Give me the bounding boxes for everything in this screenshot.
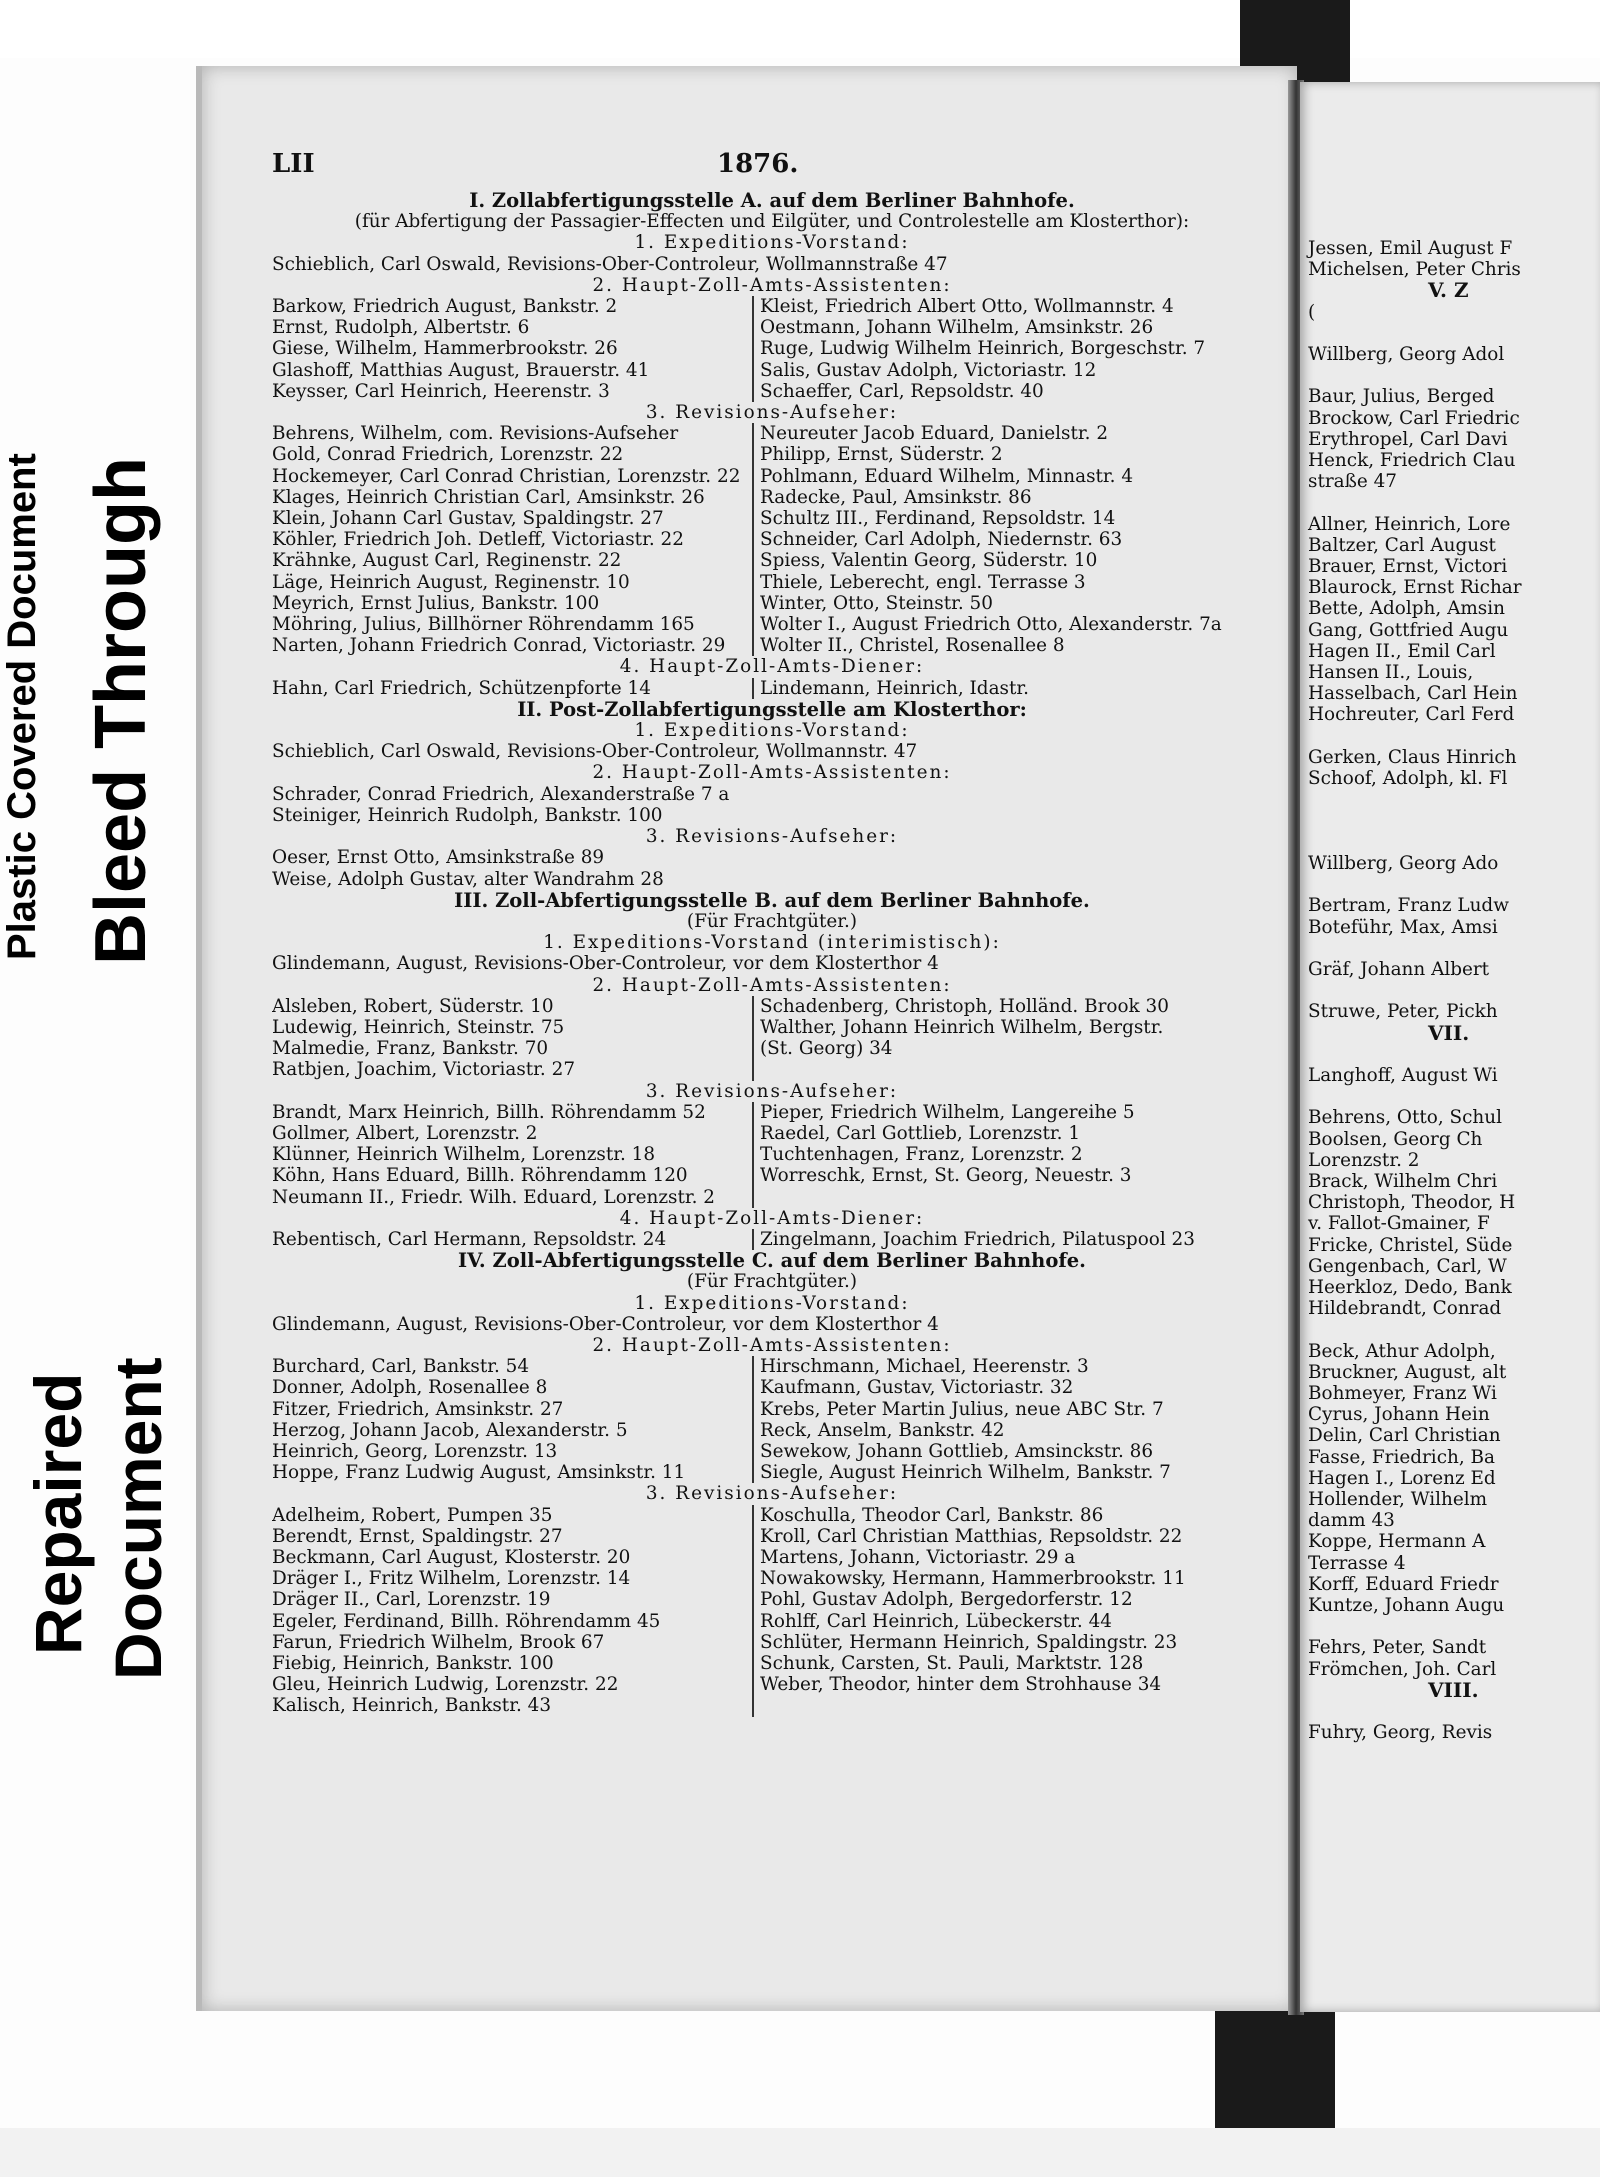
right-entry-line: Fuhry, Georg, Revis <box>1308 1722 1493 1744</box>
right-entry-line: Bruckner, August, alt <box>1308 1361 1507 1383</box>
entry-line: Glindemann, August, Revisions-Ober-Controleur, vor dem Klosterthor 4 <box>272 953 939 975</box>
entry-line: Schultz III., Ferdinand, Repsoldstr. 14 <box>760 508 1116 530</box>
entry-line: Giese, Wilhelm, Hammerbrookstr. 26 <box>272 338 618 360</box>
right-entry-line: straße 47 <box>1308 471 1397 493</box>
right-entry-line: Brauer, Ernst, Victori <box>1308 556 1508 578</box>
entry-line: Burchard, Carl, Bankstr. 54 <box>272 1356 530 1378</box>
right-entry-line <box>1308 726 1600 747</box>
entry-column-right <box>752 296 1272 402</box>
left-page <box>196 66 1297 2011</box>
entry-line: Schlüter, Hermann Heinrich, Spaldingstr. 23 <box>760 1631 1178 1653</box>
group-heading: 4. Haupt-Zoll-Amts-Diener: <box>619 1207 925 1229</box>
right-entry-line: Kuntze, Johann Augu <box>1308 1595 1505 1616</box>
entry-column-left <box>272 423 752 656</box>
right-entry-line: Allner, Heinrich, Lore <box>1308 513 1511 535</box>
entry-line: Klages, Heinrich Christian Carl, Amsinkstr. 26 <box>272 486 705 508</box>
right-section-heading: VII. <box>1428 1020 1470 1045</box>
entry-columns <box>272 296 1272 402</box>
entry-line: Wolter II., Christel, Rosenallee 8 <box>760 635 1065 657</box>
entry-line: Fitzer, Friedrich, Amsinkstr. 27 <box>272 1398 564 1420</box>
entry-line: Oeser, Ernst Otto, Amsinkstraße 89 <box>272 847 605 869</box>
entry-columns <box>272 1102 1272 1208</box>
right-entry-line <box>1308 1319 1600 1340</box>
entry-columns <box>272 996 1272 1081</box>
entry-line: Siegle, August Heinrich Wilhelm, Bankstr. 7 <box>760 1462 1171 1484</box>
entry-line: Köhler, Friedrich Joh. Detleff, Victoriastr. 22 <box>272 529 684 551</box>
entry-line: Krähnke, August Carl, Reginenstr. 22 <box>272 550 622 572</box>
entry-column-left <box>272 678 752 699</box>
right-entry-line: Koppe, Hermann A <box>1308 1531 1486 1553</box>
group-heading: 2. Haupt-Zoll-Amts-Assistenten: <box>592 1334 952 1356</box>
right-entry-line: Erythropel, Carl Davi <box>1308 428 1508 450</box>
entry-line: Raedel, Carl Gottlieb, Lorenzstr. 1 <box>760 1122 1081 1144</box>
entry-line: Philipp, Ernst, Süderstr. 2 <box>760 444 1003 466</box>
entry-line: Narten, Johann Friedrich Conrad, Victoriastr. 29 <box>272 635 726 657</box>
right-entry-line <box>1308 874 1600 895</box>
right-entry-line: Hagen I., Lorenz Ed <box>1308 1467 1496 1489</box>
entry-line: Heinrich, Georg, Lorenzstr. 13 <box>272 1440 558 1462</box>
entry-line: Weber, Theodor, hinter dem Strohhause 34 <box>760 1674 1162 1696</box>
entry-line: Berendt, Ernst, Spaldingstr. 27 <box>272 1525 563 1547</box>
group-heading: 3. Revisions-Aufseher: <box>645 1483 899 1505</box>
entry-line: Neureuter Jacob Eduard, Danielstr. 2 <box>760 423 1109 445</box>
right-entry-line: Behrens, Otto, Schul <box>1308 1107 1502 1129</box>
right-entry-line: Boteführ, Max, Amsi <box>1308 916 1498 938</box>
entry-list <box>272 953 1272 974</box>
right-entry-line: Frömchen, Joh. Carl <box>1308 1658 1497 1680</box>
right-entry-line <box>1308 810 1600 831</box>
entry-line: Klein, Johann Carl Gustav, Spaldingstr. 27 <box>272 508 664 530</box>
right-entry-line: Fehrs, Peter, Sandt <box>1308 1637 1487 1659</box>
section-subtitle: (für Abfertigung der Passagier-Effecten und Eilgüter, und Controlestelle am Klosterthor): <box>354 211 1190 233</box>
entry-line: Hockemeyer, Carl Conrad Christian, Lorenzstr. 22 <box>272 465 741 487</box>
right-entry-line: Boolsen, Georg Ch <box>1308 1128 1483 1150</box>
entry-line: Winter, Otto, Steinstr. 50 <box>760 592 993 614</box>
right-entry-line <box>1308 938 1600 959</box>
entry-line: Thiele, Leberecht, engl. Terrasse 3 <box>760 571 1086 593</box>
section-title: II. Post-Zollabfertigungsstelle am Klosterthor: <box>517 697 1027 721</box>
entry-line: Schieblich, Carl Oswald, Revisions-Ober-Controleur, Wollmannstraße 47 <box>272 253 948 275</box>
entry-line: Schunk, Carsten, St. Pauli, Marktstr. 128 <box>760 1653 1144 1675</box>
entry-columns <box>272 1229 1272 1250</box>
entry-list <box>272 254 1272 275</box>
entry-line: Schrader, Conrad Friedrich, Alexanderstraße 7 a <box>272 783 730 805</box>
right-entry-line: Korff, Eduard Friedr <box>1308 1573 1499 1595</box>
right-entry-line: Baltzer, Carl August <box>1308 534 1496 556</box>
entry-column-right <box>752 1356 1272 1483</box>
entry-line: Ruge, Ludwig Wilhelm Heinrich, Borgeschstr. 7 <box>760 338 1206 360</box>
entry-line: Behrens, Wilhelm, com. Revisions-Aufseher <box>272 423 679 445</box>
entry-line: Schieblich, Carl Oswald, Revisions-Ober-Controleur, Wollmannstr. 47 <box>272 741 918 763</box>
entry-column-left <box>272 996 752 1081</box>
group-heading: 4. Haupt-Zoll-Amts-Diener: <box>619 656 925 678</box>
right-entry-line: Willberg, Georg Ado <box>1308 852 1499 874</box>
right-entry-line: v. Fallot-Gmainer, F <box>1308 1213 1490 1235</box>
entry-list <box>272 741 1272 762</box>
entry-column-right <box>752 678 1272 699</box>
entry-column-left <box>272 1102 752 1208</box>
right-entry-line: Baur, Julius, Berged <box>1308 386 1495 408</box>
right-section-heading: VIII. <box>1428 1677 1479 1702</box>
entry-line: Krebs, Peter Martin Julius, neue ABC Str. 7 <box>760 1398 1164 1420</box>
entry-line: Ratbjen, Joachim, Victoriastr. 27 <box>272 1059 576 1081</box>
right-entry-line: Schoof, Adolph, kl. Fl <box>1308 768 1508 790</box>
entry-column-left <box>272 1356 752 1483</box>
entry-line: Schaeffer, Carl, Repsoldstr. 40 <box>760 380 1044 402</box>
entry-columns <box>272 678 1272 699</box>
entry-line: Tuchtenhagen, Franz, Lorenzstr. 2 <box>760 1144 1083 1166</box>
entry-line: Pieper, Friedrich Wilhelm, Langereihe 5 <box>760 1101 1135 1123</box>
right-entry-line: Terrasse 4 <box>1308 1552 1406 1574</box>
entry-line: Köhn, Hans Eduard, Billh. Röhrendamm 120 <box>272 1165 688 1187</box>
section-subtitle: (Für Frachtgüter.) <box>686 1271 858 1293</box>
directory-section <box>272 890 1272 1250</box>
right-entry-line: Hansen II., Louis, <box>1308 662 1474 684</box>
entry-line: Ludewig, Heinrich, Steinstr. 75 <box>272 1016 565 1038</box>
right-entry-line: Brack, Wilhelm Chri <box>1308 1170 1498 1192</box>
right-entry-line: Jessen, Emil August F <box>1308 238 1513 259</box>
entry-line: Pohlmann, Eduard Wilhelm, Minnastr. 4 <box>760 465 1134 487</box>
directory-section <box>272 190 1272 699</box>
right-page <box>1300 82 1600 2012</box>
right-entry-line <box>1308 323 1600 344</box>
right-entry-line: Hasselbach, Carl Hein <box>1308 683 1518 705</box>
right-entry-line: Bohmeyer, Franz Wi <box>1308 1382 1497 1404</box>
entry-line: Adelheim, Robert, Pumpen 35 <box>272 1504 553 1526</box>
entry-line: (St. Georg) 34 <box>760 1038 893 1060</box>
entry-line: Donner, Adolph, Rosenallee 8 <box>272 1377 548 1399</box>
entry-line: Herzog, Johann Jacob, Alexanderstr. 5 <box>272 1419 628 1441</box>
right-entry-line: Delin, Carl Christian <box>1308 1425 1501 1447</box>
entry-line: Zingelmann, Joachim Friedrich, Pilatuspool 23 <box>760 1228 1195 1250</box>
entry-line: Alsleben, Robert, Süderstr. 10 <box>272 995 554 1017</box>
entry-line: Rebentisch, Carl Hermann, Repsoldstr. 24 <box>272 1228 667 1250</box>
entry-line: Ernst, Rudolph, Albertstr. 6 <box>272 317 530 339</box>
right-entry-line <box>1308 980 1600 1001</box>
right-entry-line: Christoph, Theodor, H <box>1308 1192 1516 1214</box>
right-entry-line: Hildebrandt, Conrad <box>1308 1298 1502 1320</box>
entry-line: Beckmann, Carl August, Klosterstr. 20 <box>272 1547 631 1568</box>
entry-line: Dräger I., Fritz Wilhelm, Lorenzstr. 14 <box>272 1568 631 1590</box>
right-entry-line: Langhoff, August Wi <box>1308 1064 1498 1086</box>
right-entry-line <box>1308 492 1600 513</box>
entry-line: Glashoff, Matthias August, Brauerstr. 41 <box>272 359 650 381</box>
right-entry-line: Lorenzstr. 2 <box>1308 1149 1420 1171</box>
right-entry-line: damm 43 <box>1308 1510 1395 1532</box>
entry-line: Gold, Conrad Friedrich, Lorenzstr. 22 <box>272 444 624 466</box>
entry-line: Möhring, Julius, Billhörner Röhrendamm 165 <box>272 614 695 636</box>
entry-line: Malmedie, Franz, Bankstr. 70 <box>272 1038 549 1060</box>
entry-column-left <box>272 296 752 402</box>
entry-line: Kleist, Friedrich Albert Otto, Wollmannstr. 4 <box>760 296 1174 318</box>
entry-line: Hoppe, Franz Ludwig August, Amsinkstr. 11 <box>272 1462 686 1484</box>
group-heading: 3. Revisions-Aufseher: <box>645 826 899 848</box>
entry-line: Dräger II., Carl, Lorenzstr. 19 <box>272 1589 551 1611</box>
entry-line: Spiess, Valentin Georg, Süderstr. 10 <box>760 550 1098 572</box>
entry-line: Sewekow, Johann Gottlieb, Amsinckstr. 86 <box>760 1440 1154 1462</box>
entry-line: Pohl, Gustav Adolph, Bergedorferstr. 12 <box>760 1589 1133 1611</box>
right-entry-line: ( <box>1308 301 1316 323</box>
entry-line: Brandt, Marx Heinrich, Billh. Röhrendamm 52 <box>272 1101 706 1123</box>
right-entry-line: Gerken, Claus Hinrich <box>1308 746 1517 768</box>
entry-columns <box>272 1505 1272 1717</box>
entry-line: Reck, Anselm, Bankstr. 42 <box>760 1419 1005 1441</box>
label-repaired: Repaired <box>21 1372 95 1655</box>
directory-section <box>272 1250 1272 1716</box>
entry-line: Neumann II., Friedr. Wilh. Eduard, Lorenzstr. 2 <box>272 1186 715 1208</box>
right-entry-line <box>1308 365 1600 386</box>
bottom-margin <box>0 2128 1600 2177</box>
group-heading: 1. Expeditions-Vorstand: <box>634 720 910 742</box>
entry-line: Meyrich, Ernst Julius, Bankstr. 100 <box>272 592 600 614</box>
entry-line: Farun, Friedrich Wilhelm, Brook 67 <box>272 1631 605 1653</box>
right-entry-line: Beck, Athur Adolph, <box>1308 1340 1496 1362</box>
page-year: 1876. <box>717 149 799 179</box>
section-title: III. Zoll-Abfertigungsstelle B. auf dem Berliner Bahnhofe. <box>454 888 1090 912</box>
entry-line: Walther, Johann Heinrich Wilhelm, Bergstr. <box>760 1016 1164 1038</box>
entry-line: Läge, Heinrich August, Reginenstr. 10 <box>272 571 630 593</box>
right-entry-line: Brockow, Carl Friedric <box>1308 407 1520 429</box>
group-heading: 1. Expeditions-Vorstand: <box>634 232 910 254</box>
right-entry-line <box>1308 832 1600 853</box>
entry-columns <box>272 423 1272 656</box>
right-entry-line: Heerkloz, Dedo, Bank <box>1308 1276 1512 1298</box>
group-heading: 1. Expeditions-Vorstand: <box>634 1292 910 1314</box>
right-entry-line: Hagen II., Emil Carl <box>1308 640 1496 662</box>
entry-line: Glindemann, August, Revisions-Ober-Controleur, vor dem Klosterthor 4 <box>272 1313 939 1335</box>
entry-line: Fiebig, Heinrich, Bankstr. 100 <box>272 1653 554 1675</box>
entry-column-right <box>752 1229 1272 1250</box>
group-heading: 1. Expeditions-Vorstand (interimistisch): <box>543 932 1001 954</box>
group-heading: 3. Revisions-Aufseher: <box>645 1080 899 1102</box>
label-plastic-covered: Plastic Covered Document <box>0 453 44 960</box>
page-number: LII <box>272 149 315 179</box>
entry-columns <box>272 1356 1272 1483</box>
right-entry-line: Willberg, Georg Adol <box>1308 344 1505 366</box>
right-entry-line: Struwe, Peter, Pickh <box>1308 1001 1498 1023</box>
label-bleed-through: Bleed Through <box>81 457 161 965</box>
entry-line: Lindemann, Heinrich, Idastr. <box>760 677 1029 699</box>
right-entry-line <box>1308 1616 1600 1637</box>
right-entry-line: Gräf, Johann Albert <box>1308 958 1490 980</box>
entry-line: Worreschk, Ernst, St. Georg, Neuestr. 3 <box>760 1165 1132 1187</box>
entry-line: Wolter I., August Friedrich Otto, Alexanderstr. 7a <box>760 614 1222 636</box>
entry-line: Keysser, Carl Heinrich, Heerenstr. 3 <box>272 380 610 402</box>
right-entry-line: Fasse, Friedrich, Ba <box>1308 1446 1496 1468</box>
right-entry-line <box>1308 789 1600 810</box>
entry-line: Barkow, Friedrich August, Bankstr. 2 <box>272 296 618 318</box>
group-heading: 2. Haupt-Zoll-Amts-Assistenten: <box>592 762 952 784</box>
right-entry-line: Blaurock, Ernst Richar <box>1308 577 1522 599</box>
entry-line: Oestmann, Johann Wilhelm, Amsinkstr. 26 <box>760 317 1154 339</box>
section-title: I. Zollabfertigungsstelle A. auf dem Berliner Bahnhofe. <box>469 189 1075 212</box>
section-subtitle: (Für Frachtgüter.) <box>686 910 858 932</box>
entry-column-right <box>752 1505 1272 1717</box>
page-header <box>272 149 1272 190</box>
right-entry-line: Hochreuter, Carl Ferd <box>1308 704 1515 726</box>
entry-column-right <box>752 423 1272 656</box>
directory-section <box>272 699 1272 890</box>
right-section-heading: V. Z <box>1428 278 1469 303</box>
right-entry-line: Michelsen, Peter Chris <box>1308 259 1521 281</box>
right-entry-line <box>1308 1086 1600 1107</box>
entry-line: Koschulla, Theodor Carl, Bankstr. 86 <box>760 1504 1104 1526</box>
entry-column-left <box>272 1505 752 1717</box>
entry-line: Schneider, Carl Adolph, Niedernstr. 63 <box>760 529 1123 551</box>
entry-line: Steiniger, Heinrich Rudolph, Bankstr. 100 <box>272 804 663 826</box>
page-content <box>272 149 1272 1717</box>
group-heading: 3. Revisions-Aufseher: <box>645 402 899 424</box>
section-title: IV. Zoll-Abfertigungsstelle C. auf dem Berliner Bahnhofe. <box>458 1249 1086 1273</box>
entry-line: Hahn, Carl Friedrich, Schützenpforte 14 <box>272 677 651 699</box>
entry-column-left <box>272 1229 752 1250</box>
entry-column-right <box>752 1102 1272 1208</box>
entry-line: Kalisch, Heinrich, Bankstr. 43 <box>272 1695 552 1717</box>
entry-line: Egeler, Ferdinand, Billh. Röhrendamm 45 <box>272 1610 661 1632</box>
entry-column-right <box>752 996 1272 1081</box>
label-document: Document <box>101 1357 175 1680</box>
entry-line: Kaufmann, Gustav, Victoriastr. 32 <box>760 1377 1074 1399</box>
group-heading: 2. Haupt-Zoll-Amts-Assistenten: <box>592 274 952 296</box>
entry-line: Salis, Gustav Adolph, Victoriastr. 12 <box>760 359 1097 381</box>
entry-list <box>272 1314 1272 1335</box>
right-entry-line <box>1308 1044 1600 1065</box>
right-entry-line: Fricke, Christel, Süde <box>1308 1234 1513 1256</box>
group-heading: 2. Haupt-Zoll-Amts-Assistenten: <box>592 974 952 996</box>
entry-line: Nowakowsky, Hermann, Hammerbrookstr. 11 <box>760 1568 1186 1590</box>
entry-line: Weise, Adolph Gustav, alter Wandrahm 28 <box>272 868 664 890</box>
entry-line: Rohlff, Carl Heinrich, Lübeckerstr. 44 <box>760 1610 1112 1632</box>
entry-list <box>272 847 1272 889</box>
top-margin <box>0 0 1600 58</box>
entry-line: Gollmer, Albert, Lorenzstr. 2 <box>272 1122 538 1144</box>
entry-line: Klünner, Heinrich Wilhelm, Lorenzstr. 18 <box>272 1144 656 1166</box>
entry-line: Schadenberg, Christoph, Holländ. Brook 30 <box>760 995 1169 1017</box>
right-entry-line: Hollender, Wilhelm <box>1308 1488 1488 1510</box>
right-entry-line: Bertram, Franz Ludw <box>1308 895 1509 917</box>
directory-sections <box>272 190 1272 1717</box>
right-page-content <box>1308 238 1600 1743</box>
entry-line: Martens, Johann, Victoriastr. 29 a <box>760 1547 1076 1568</box>
right-entry-line: Gang, Gottfried Augu <box>1308 619 1509 641</box>
entry-line: Kroll, Carl Christian Matthias, Repsoldstr. 22 <box>760 1525 1183 1547</box>
entry-line: Gleu, Heinrich Ludwig, Lorenzstr. 22 <box>272 1674 619 1696</box>
entry-line: Hirschmann, Michael, Heerenstr. 3 <box>760 1356 1089 1378</box>
right-entry-line <box>1308 1701 1600 1722</box>
entry-list <box>272 784 1272 826</box>
right-entry-line: Cyrus, Johann Hein <box>1308 1404 1490 1426</box>
entry-line: Radecke, Paul, Amsinkstr. 86 <box>760 486 1032 508</box>
right-entry-line: Gengenbach, Carl, W <box>1308 1255 1507 1277</box>
right-entry-line: Henck, Friedrich Clau <box>1308 450 1516 472</box>
right-entry-line: Bette, Adolph, Amsin <box>1308 598 1505 620</box>
